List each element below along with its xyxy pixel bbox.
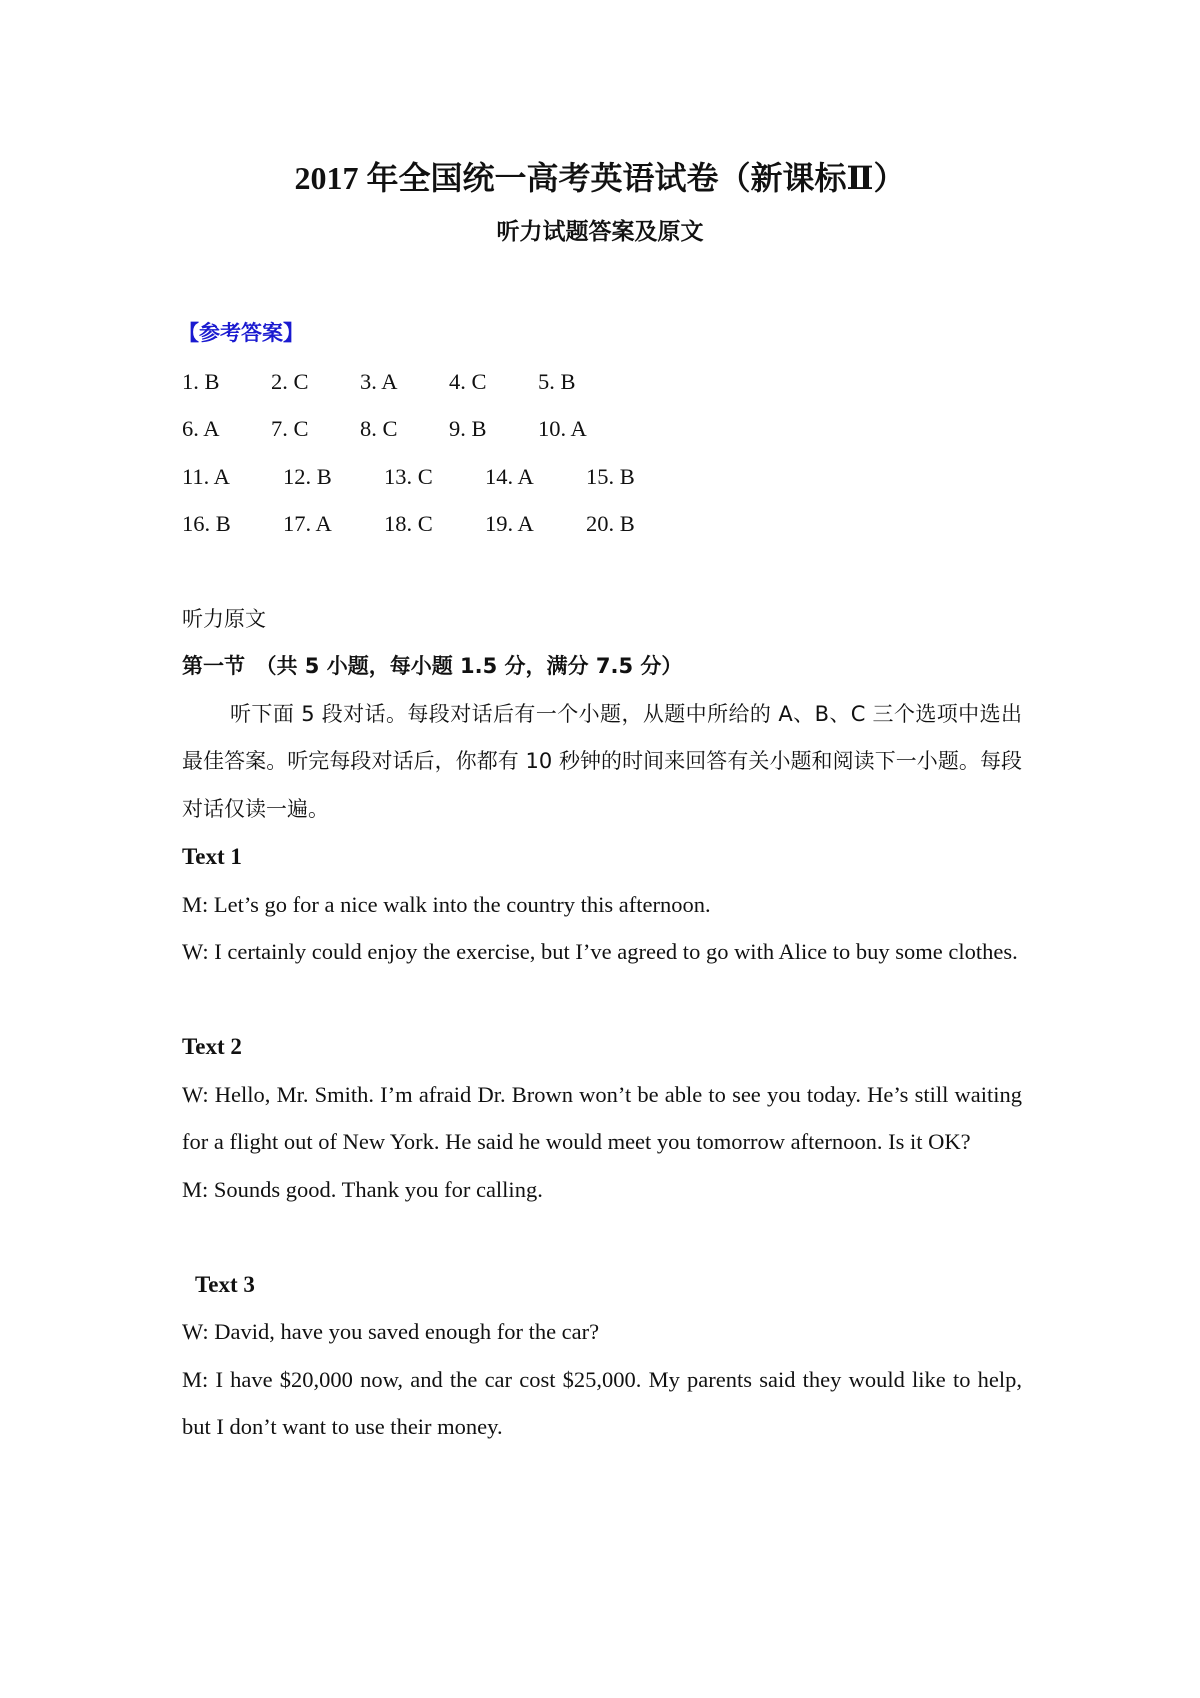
answer-item: 16. B — [182, 511, 231, 536]
answer-item: 12. B — [283, 463, 332, 489]
answer-item: 18. C — [384, 511, 433, 536]
spacer — [182, 976, 1022, 1024]
dialogue-line: W: David, have you saved enough for the car? — [182, 1319, 600, 1344]
listening-heading: 听力原文 — [182, 606, 266, 631]
answer-item: 6. A — [182, 416, 220, 441]
page-subtitle: 听力试题答案及原文 — [496, 219, 704, 244]
dialogue-line: W: I certainly could enjoy the exercise, but I’ve agreed to go with Alice to buy some clothes. — [182, 939, 1018, 964]
dialogue-line: W: Hello, Mr. Smith. I’m afraid Dr. Brown won’t be able to see you today. He’s still waiting for a flight out of New York. He said he would meet you tomorrow afternoon. Is it OK? — [182, 1081, 1022, 1154]
text-heading: Text 1 — [182, 844, 242, 869]
answer-item: 11. A — [182, 463, 230, 489]
answer-item: 20. B — [586, 511, 635, 536]
dialogue-line: M: Sounds good. Thank you for calling. — [182, 1176, 543, 1202]
answer-item: 1. B — [182, 368, 220, 394]
answer-item: 10. A — [538, 416, 587, 441]
dialogue-line: M: Let’s go for a nice walk into the country this afternoon. — [182, 891, 711, 917]
answer-item: 14. A — [485, 463, 534, 489]
text-heading: Text 3 — [195, 1271, 255, 1297]
answer-item: 7. C — [271, 416, 309, 441]
answer-item: 9. B — [449, 416, 487, 441]
answer-row — [182, 500, 1022, 548]
spacer — [182, 1213, 1022, 1261]
answer-row — [182, 358, 1022, 406]
document-body — [178, 310, 1022, 1451]
answer-row — [182, 453, 1022, 501]
answer-item: 19. A — [485, 511, 534, 536]
answer-item: 2. C — [271, 368, 309, 394]
answer-item: 13. C — [384, 463, 433, 489]
answer-item: 4. C — [449, 368, 487, 394]
answer-row — [182, 405, 1022, 453]
answer-item: 15. B — [586, 463, 635, 489]
page-title: 2017 年全国统一高考英语试卷（新课标Ⅱ） — [294, 160, 906, 196]
answer-heading: 【参考答案】 — [178, 321, 304, 345]
instructions: 听下面 5 段对话。每段对话后有一个小题，从题中所给的 A、B、C 三个选项中选出最佳答案。听完每段对话后，你都有 10 秒钟的时间来回答有关小题和阅读下一小题。每段对话仅读一遍。 — [182, 701, 1022, 821]
dialogue-line: M: I have $20,000 now, and the car cost $25,000. My parents said they would like to help, but I don’t want to use their money. — [182, 1366, 1022, 1439]
answer-item: 17. A — [283, 511, 332, 536]
answer-item: 3. A — [360, 368, 398, 394]
text-heading: Text 2 — [182, 1034, 242, 1059]
answer-item: 8. C — [360, 416, 398, 441]
answer-item: 5. B — [538, 368, 576, 394]
section-title: 第一节 （共 5 小题，每小题 1.5 分，满分 7.5 分） — [182, 654, 683, 678]
